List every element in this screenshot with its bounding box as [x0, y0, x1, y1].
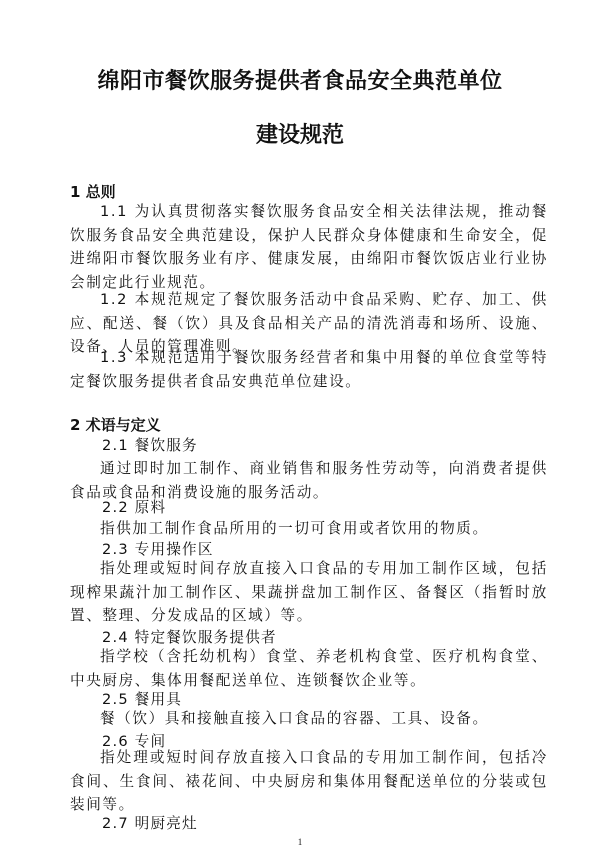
document-title: 绵阳市餐饮服务提供者食品安全典范单位 [97, 69, 503, 94]
term-title-2-4: 2.4 特定餐饮服务提供者 [102, 629, 277, 646]
term-title-2-3: 2.3 专用操作区 [102, 541, 214, 558]
term-title-2-1: 2.1 餐饮服务 [102, 437, 198, 454]
term-body-2-3: 指处理或短时间存放直接入口食品的专用加工制作区域，包括现榨果蔬汁加工制作区、果蔬拼盘加工制作区、备餐区（指暂时放置、整理、分发成品的区域）等。 [70, 560, 548, 624]
section-heading-terms: 2 术语与定义 [70, 416, 161, 434]
paragraph-1-2: 1.2 本规范规定了餐饮服务活动中食品采购、贮存、加工、供应、配送、餐（饮）具及食品相关产品的清洗消毒和场所、设施、设备、人员的管理准则。 [70, 291, 548, 355]
page-number: 1 [297, 837, 303, 847]
section-heading-general: 1 总则 [70, 183, 116, 201]
document-subtitle: 建设规范 [255, 123, 344, 148]
term-title-2-5: 2.5 餐用具 [102, 691, 183, 708]
term-body-2-2: 指供加工制作食品所用的一切可食用或者饮用的物质。 [100, 520, 489, 537]
term-body-2-1: 通过即时加工制作、商业销售和服务性劳动等，向消费者提供食品或食品和消费设施的服务活动。 [70, 460, 548, 501]
term-title-2-7: 2.7 明厨亮灶 [102, 815, 198, 832]
paragraph-1-3: 1.3 本规范适用于餐饮服务经营者和集中用餐的单位食堂等特定餐饮服务提供者食品安典范单位建设。 [70, 349, 548, 390]
term-body-2-5: 餐（饮）具和接触直接入口食品的容器、工具、设备。 [100, 710, 489, 727]
term-body-2-6: 指处理或短时间存放直接入口食品的专用加工制作间，包括冷食间、生食间、裱花间、中央厨房和集体用餐配送单位的分装或包装间等。 [70, 749, 548, 813]
term-title-2-6: 2.6 专间 [102, 733, 167, 750]
term-title-2-2: 2.2 原料 [102, 499, 167, 516]
term-body-2-4: 指学校（含托幼机构）食堂、养老机构食堂、医疗机构食堂、中央厨房、集体用餐配送单位、连锁餐饮企业等。 [70, 648, 548, 689]
paragraph-1-1: 1.1 为认真贯彻落实餐饮服务食品安全相关法律法规，推动餐饮服务食品安全典范建设，保护人民群众身体健康和生命安全，促进绵阳市餐饮服务业有序、健康发展，由绵阳市餐饮饭店业行业协会制定此行业规范。 [70, 203, 548, 291]
